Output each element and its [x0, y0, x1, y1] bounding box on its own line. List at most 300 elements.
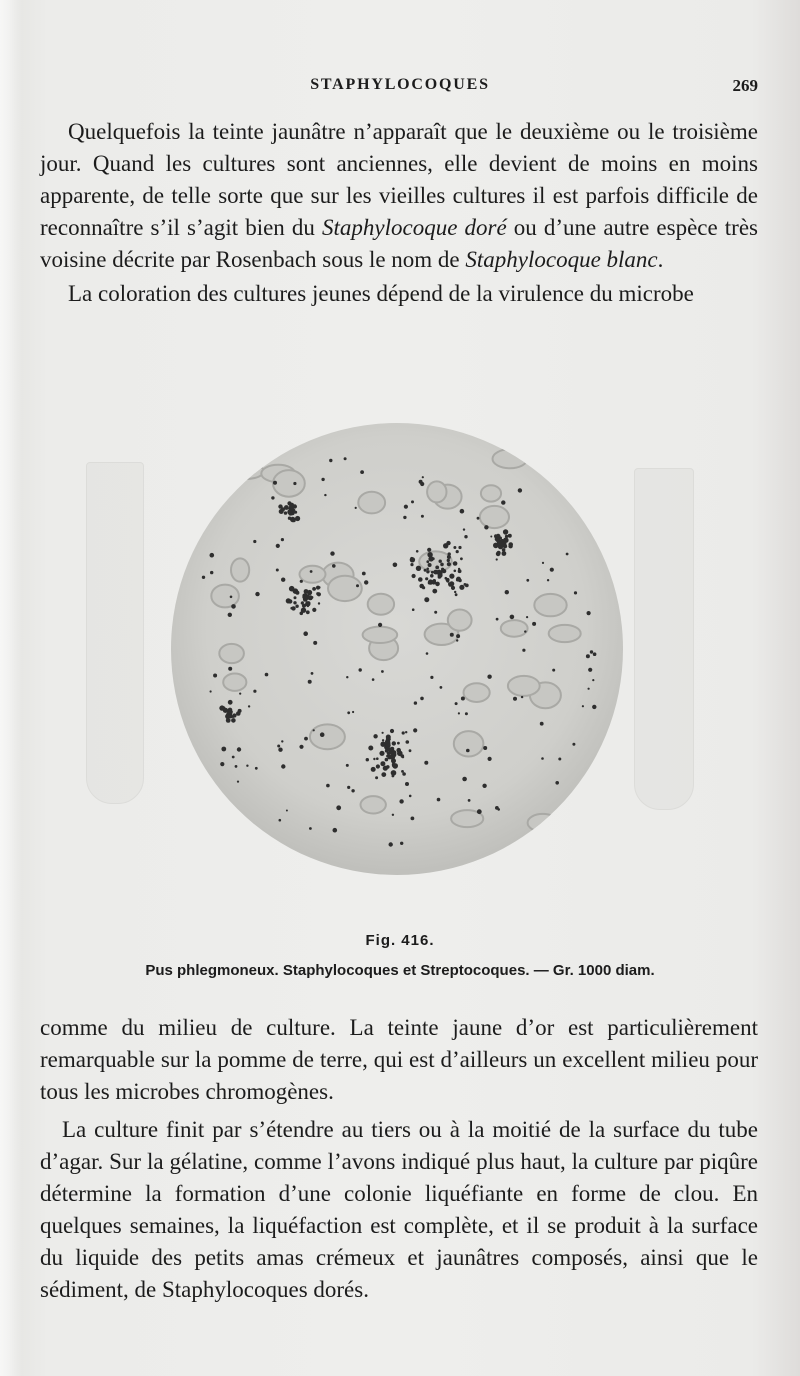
coccus — [385, 749, 388, 752]
coccus — [391, 758, 396, 763]
pus-cell — [358, 492, 385, 514]
coccus — [505, 590, 509, 594]
coccus — [291, 606, 295, 610]
coccus — [362, 572, 366, 576]
coccus — [402, 772, 406, 776]
coccus — [532, 622, 536, 626]
coccus — [255, 592, 259, 596]
coccus — [496, 558, 498, 560]
coccus — [390, 729, 394, 733]
coccus — [392, 814, 394, 816]
coccus — [426, 570, 429, 573]
page-header — [40, 76, 760, 100]
coccus — [293, 589, 298, 594]
coccus — [487, 675, 491, 679]
coccus — [383, 766, 388, 771]
coccus — [289, 503, 294, 508]
coccus — [352, 711, 354, 713]
coccus — [276, 569, 279, 572]
coccus — [380, 761, 385, 766]
coccus — [443, 543, 448, 548]
coccus — [409, 749, 412, 752]
coccus — [426, 568, 429, 571]
coccus — [279, 819, 282, 822]
coccus — [402, 731, 405, 734]
coccus — [555, 781, 559, 785]
coccus — [410, 563, 413, 566]
coccus — [376, 764, 380, 768]
coccus — [346, 676, 348, 678]
coccus — [427, 548, 431, 552]
paragraph-2-continued: comme du milieu de culture. La teinte jaune d’or est particulièrement remarquable sur la pomme de terre, qui est d’ailleurs un excellent milieu pour tous les microbes chromogènes. — [40, 1015, 758, 1104]
coccus — [382, 732, 384, 734]
coccus — [311, 672, 314, 675]
coccus — [248, 705, 250, 707]
coccus — [504, 538, 508, 542]
coccus — [278, 748, 282, 752]
coccus — [301, 608, 306, 613]
coccus — [397, 742, 400, 745]
coccus — [405, 782, 409, 786]
coccus — [326, 784, 330, 788]
coccus — [496, 552, 501, 557]
coccus — [378, 623, 382, 627]
coccus — [404, 505, 408, 509]
coccus — [501, 500, 505, 504]
coccus — [368, 746, 373, 751]
coccus — [454, 591, 456, 593]
coccus — [447, 562, 451, 566]
coccus — [382, 739, 384, 741]
coccus — [462, 777, 467, 782]
coccus — [588, 688, 590, 690]
coccus — [461, 697, 465, 701]
coccus — [414, 701, 417, 704]
coccus — [419, 584, 424, 589]
coccus — [202, 576, 205, 579]
pus-cell — [310, 724, 345, 749]
coccus — [333, 828, 338, 833]
coccus — [231, 604, 236, 609]
coccus — [232, 756, 235, 759]
coccus — [524, 630, 526, 632]
coccus — [299, 745, 303, 749]
coccus — [312, 608, 316, 612]
coccus — [308, 680, 312, 684]
coccus — [300, 580, 303, 583]
figure-caption: Pus phlegmoneux. Staphylocoques et Streptocoques. — Gr. 1000 diam. — [145, 962, 655, 979]
coccus — [547, 579, 549, 581]
coccus — [281, 578, 285, 582]
bleed-through-tube-left — [86, 462, 144, 804]
coccus — [460, 509, 465, 514]
coccus — [435, 566, 439, 570]
coccus — [588, 668, 592, 672]
pus-cell — [454, 731, 484, 756]
coccus — [306, 610, 310, 614]
coccus — [371, 767, 376, 772]
coccus — [440, 570, 443, 573]
coccus — [428, 582, 431, 585]
coccus — [572, 743, 575, 746]
coccus — [540, 722, 544, 726]
pus-cell — [223, 674, 246, 691]
pus-cell — [464, 683, 490, 702]
coccus — [454, 570, 457, 573]
coccus — [332, 564, 336, 568]
coccus — [412, 574, 416, 578]
coccus — [400, 842, 403, 845]
coccus — [456, 634, 460, 638]
coccus — [456, 639, 458, 641]
coccus — [295, 605, 298, 608]
coccus — [411, 817, 415, 821]
coccus — [392, 775, 395, 778]
coccus — [428, 563, 432, 567]
coccus — [321, 478, 324, 481]
italic-term-staphylocoque-dore: Staphylocoque doré — [322, 215, 507, 240]
pus-cell — [528, 814, 558, 832]
coccus — [302, 604, 306, 608]
coccus — [586, 654, 590, 658]
coccus — [406, 740, 410, 744]
coccus — [466, 749, 470, 753]
coccus — [456, 578, 459, 581]
coccus — [375, 776, 378, 779]
coccus — [253, 690, 256, 693]
coccus — [590, 650, 593, 653]
coccus — [289, 512, 293, 516]
coccus — [420, 697, 424, 701]
coccus — [430, 574, 434, 578]
coccus — [310, 570, 313, 573]
coccus — [281, 507, 285, 511]
coccus — [385, 758, 389, 762]
coccus — [284, 511, 287, 514]
pus-cell — [300, 566, 326, 583]
paragraph-1-text-c: . — [657, 247, 664, 272]
coccus — [379, 751, 384, 756]
micrograph-figure — [170, 422, 624, 876]
coccus — [468, 799, 471, 802]
pus-cell — [211, 585, 239, 608]
coccus — [228, 709, 231, 712]
coccus — [587, 611, 591, 615]
coccus — [526, 616, 528, 618]
coccus — [593, 652, 597, 656]
coccus — [458, 569, 462, 573]
coccus — [431, 580, 436, 585]
pus-cell — [328, 576, 362, 601]
coccus — [499, 546, 502, 549]
coccus — [428, 556, 433, 561]
coccus — [503, 529, 508, 534]
coccus — [316, 592, 319, 595]
coccus — [271, 496, 274, 499]
coccus — [346, 764, 349, 767]
coccus — [373, 734, 377, 738]
pus-cell — [534, 594, 566, 616]
coccus — [542, 562, 544, 564]
pus-cell — [448, 610, 472, 631]
coccus — [312, 587, 316, 591]
coccus — [422, 476, 424, 478]
pus-cell — [363, 627, 398, 643]
coccus — [389, 842, 393, 846]
coccus — [430, 676, 433, 679]
coccus — [393, 563, 398, 568]
coccus — [381, 772, 386, 777]
coccus — [412, 608, 415, 611]
coccus — [286, 810, 288, 812]
coccus — [405, 731, 407, 733]
italic-term-staphylocoque-blanc: Staphylocoque blanc — [465, 247, 658, 272]
pus-cell — [231, 558, 249, 581]
coccus — [366, 758, 369, 761]
coccus — [446, 578, 450, 582]
coccus — [359, 668, 362, 671]
coccus — [281, 740, 283, 742]
coccus — [501, 541, 506, 546]
coccus — [351, 789, 354, 792]
coccus — [399, 799, 403, 803]
coccus — [397, 751, 403, 757]
coccus — [236, 711, 241, 716]
coccus — [453, 561, 458, 566]
coccus — [221, 747, 226, 752]
coccus — [381, 670, 384, 673]
coccus — [421, 515, 424, 518]
coccus — [265, 673, 269, 677]
paragraph-1-text-b: ou d’une autre espèce très voisine décrite par Rosenbach sous le nom de — [40, 215, 758, 272]
pus-cell — [549, 625, 581, 642]
coccus — [440, 686, 443, 689]
coccus — [488, 757, 492, 761]
coccus — [426, 652, 429, 655]
figure-number: Fig. 416. — [365, 932, 435, 949]
coccus — [426, 560, 429, 563]
coccus — [313, 641, 317, 645]
coccus — [336, 805, 341, 810]
paragraph-1-text-a: Quelquefois la teinte jaunâtre n’apparaît que le deuxième ou le troisième jour. Quand les cultures sont anciennes, elle devient de moins en moins apparente, de telle sorte que sur les vieilles cultures il est parfois difficile de reconnaître s’il s’agit bien du — [40, 119, 758, 240]
coccus — [392, 763, 396, 767]
coccus — [373, 758, 375, 760]
coccus — [229, 714, 233, 718]
paragraph-2-start: La coloration des cultures jeunes dépend de la virulence du microbe — [68, 281, 694, 306]
coccus — [552, 669, 555, 672]
coccus — [320, 732, 325, 737]
coccus — [329, 459, 332, 462]
coccus — [477, 517, 480, 520]
coccus — [311, 596, 314, 599]
coccus — [246, 765, 248, 767]
coccus — [425, 577, 428, 580]
coccus — [318, 602, 320, 604]
running-head: STAPHYLOCOQUES — [310, 76, 490, 93]
coccus — [273, 481, 277, 485]
coccus — [574, 591, 577, 594]
pus-cell — [493, 449, 528, 468]
coccus — [465, 584, 469, 588]
coccus — [460, 557, 463, 560]
coccus — [232, 713, 236, 717]
coccus — [416, 550, 419, 553]
coccus — [424, 597, 429, 602]
coccus — [324, 494, 326, 496]
coccus — [482, 784, 486, 788]
coccus — [253, 540, 256, 543]
coccus — [490, 536, 492, 538]
coccus — [356, 584, 359, 587]
pus-cell — [480, 506, 509, 528]
coccus — [465, 712, 468, 715]
text-block-bottom — [40, 1012, 758, 1306]
coccus — [418, 577, 423, 582]
coccus — [364, 580, 368, 584]
coccus — [235, 765, 238, 768]
pus-cell — [228, 464, 264, 479]
coccus — [330, 551, 334, 555]
coccus — [230, 596, 233, 599]
coccus — [455, 702, 458, 705]
coccus — [309, 827, 312, 830]
coccus — [313, 729, 315, 731]
coccus — [210, 571, 213, 574]
coccus — [372, 678, 375, 681]
coccus — [223, 708, 228, 713]
coccus — [239, 693, 241, 695]
coccus — [451, 586, 455, 590]
coccus — [210, 690, 212, 692]
coccus — [277, 745, 280, 748]
coccus — [355, 507, 357, 509]
coccus — [360, 470, 364, 474]
coccus — [518, 488, 522, 492]
coccus — [450, 633, 454, 637]
paragraph-1 — [40, 116, 758, 276]
coccus — [566, 553, 569, 556]
coccus — [228, 667, 232, 671]
coccus — [387, 737, 391, 741]
coccus — [303, 595, 306, 598]
coccus — [483, 746, 487, 750]
coccus — [456, 550, 459, 553]
coccus — [432, 589, 437, 594]
coccus — [496, 618, 499, 621]
pus-cell — [508, 676, 540, 696]
coccus — [458, 712, 460, 714]
coccus — [449, 574, 454, 579]
coccus — [231, 718, 236, 723]
coccus — [213, 674, 217, 678]
coccus — [453, 546, 456, 549]
coccus — [210, 553, 215, 558]
bleed-through-tube-right — [634, 468, 694, 810]
coccus — [413, 728, 417, 732]
coccus — [440, 563, 444, 567]
coccus — [347, 786, 350, 789]
coccus — [376, 757, 379, 760]
pus-cell — [419, 551, 452, 571]
coccus — [484, 525, 488, 529]
pus-cell — [481, 485, 501, 501]
pus-cell — [361, 796, 386, 813]
coccus — [411, 500, 414, 503]
coccus — [458, 546, 461, 549]
coccus — [477, 809, 482, 814]
coccus — [459, 585, 464, 590]
coccus — [294, 596, 297, 599]
coccus — [237, 781, 239, 783]
coccus — [281, 538, 284, 541]
coccus — [409, 795, 412, 798]
text-block-top — [40, 116, 758, 310]
page-number: 269 — [732, 76, 758, 95]
pus-cell — [501, 620, 528, 637]
coccus — [521, 696, 523, 698]
pus-cell — [368, 594, 394, 615]
coccus — [424, 569, 427, 572]
coccus — [541, 757, 544, 760]
coccus — [255, 767, 258, 770]
coccus — [464, 535, 467, 538]
coccus — [436, 570, 440, 574]
coccus — [304, 737, 308, 741]
coccus — [447, 555, 451, 559]
coccus — [293, 482, 296, 485]
coccus — [293, 601, 296, 604]
pus-cell — [547, 453, 566, 472]
coccus — [410, 557, 415, 562]
coccus — [495, 537, 500, 542]
coccus — [385, 743, 390, 748]
coccus — [437, 798, 441, 802]
coccus — [513, 697, 517, 701]
coccus — [303, 631, 308, 636]
pus-cell — [273, 470, 305, 497]
coccus — [526, 579, 529, 582]
coccus — [281, 764, 285, 768]
coccus — [288, 599, 292, 603]
coccus — [220, 762, 224, 766]
coccus — [228, 613, 232, 617]
coccus — [347, 711, 350, 714]
coccus — [558, 758, 561, 761]
coccus — [550, 568, 554, 572]
coccus — [416, 566, 421, 571]
coccus — [502, 551, 507, 556]
coccus — [439, 560, 442, 563]
pus-cell — [427, 481, 446, 502]
coccus — [505, 535, 508, 538]
coccus — [392, 741, 396, 745]
coccus — [434, 611, 437, 614]
coccus — [228, 700, 233, 705]
coccus — [307, 590, 312, 595]
coccus — [592, 679, 594, 681]
coccus — [316, 586, 320, 590]
coccus — [592, 705, 596, 709]
coccus — [522, 649, 525, 652]
coccus — [380, 742, 385, 747]
coccus — [276, 544, 280, 548]
coccus — [508, 534, 512, 538]
coccus — [237, 747, 241, 751]
coccus — [424, 761, 428, 765]
coccus — [292, 518, 296, 522]
paragraph-3: La culture finit par s’étendre au tiers ou à la moitié de la surface du tube d’agar. Sur la gélatine, comme l’avons indiqué plus haut, la culture par piqûre détermine la formation d’une colonie liquéfiante en forme de clou. En quelques semaines, la liquéfaction est complète, et il se produit à la surface du liquide des petits amas crémeux et jaunâtres composés, ainsi que le sédiment, de Staphylocoques dorés. — [40, 1117, 758, 1302]
coccus — [403, 516, 406, 519]
